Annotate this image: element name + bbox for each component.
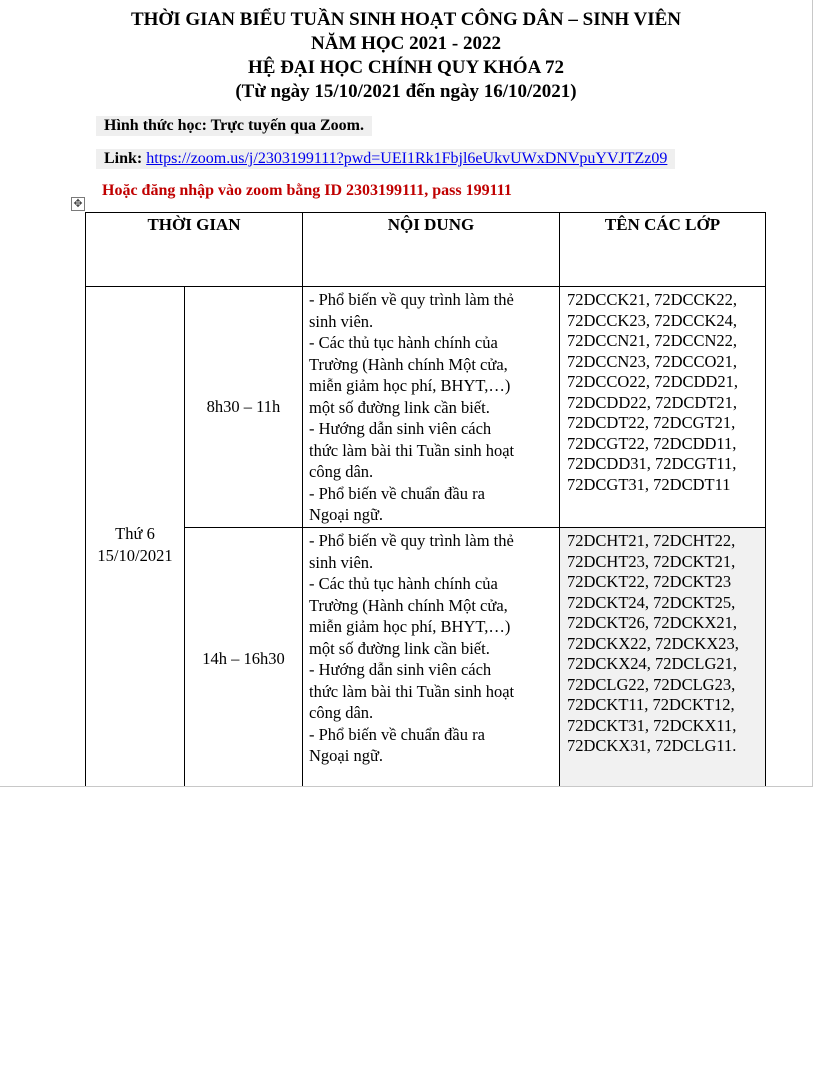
link-label: Link: xyxy=(104,150,143,167)
class-line: 72DCLG22, 72DCLG23, xyxy=(567,674,736,694)
content-line: công dân. xyxy=(309,703,374,722)
content-line: một số đường link cần biết. xyxy=(309,638,490,658)
content-line: - Phổ biến về chuẩn đầu ra xyxy=(309,483,485,503)
content-line: sinh viên. xyxy=(309,552,374,572)
content-line: - Hướng dẫn sinh viên cách xyxy=(309,419,492,438)
class-line: 72DCCN23, 72DCCO21, xyxy=(567,351,738,371)
class-line: 72DCKT22, 72DCKT23 xyxy=(567,572,732,591)
content-line: miễn giảm học phí, BHYT,…) xyxy=(309,376,511,395)
class-line: 72DCCO22, 72DCDD21, xyxy=(567,372,738,391)
class-line: 72DCDT22, 72DCGT21, xyxy=(567,413,736,432)
class-line: 72DCGT22, 72DCDD11, xyxy=(567,433,737,453)
class-line: 72DCKT24, 72DCKT25, xyxy=(567,592,736,612)
zoom-link-line xyxy=(96,149,675,169)
session-time: 14h – 16h30 xyxy=(185,528,303,788)
class-line: 72DCKX22, 72DCKX23, xyxy=(567,633,739,653)
content-line: - Phổ biến về quy trình làm thẻ xyxy=(309,531,514,550)
content-line: thức làm bài thi Tuần sinh hoạt xyxy=(309,681,515,701)
session-content xyxy=(303,528,560,788)
content-line: Ngoại ngữ. xyxy=(309,746,384,765)
content-line: sinh viên. xyxy=(309,311,374,331)
class-line: 72DCHT21, 72DCHT22, xyxy=(567,531,736,550)
zoom-login-note: Hoặc đăng nhập vào zoom bằng ID 2303199111, pass 199111 xyxy=(102,182,512,199)
content-line: Trường (Hành chính Một cửa, xyxy=(309,354,508,374)
session-time: 8h30 – 11h xyxy=(185,287,303,528)
content-line: - Phổ biến về chuẩn đầu ra xyxy=(309,724,485,744)
title-line: THỜI GIAN BIỂU TUẦN SINH HOẠT CÔNG DÂN – SINH VIÊN xyxy=(130,9,682,30)
content-line: Trường (Hành chính Một cửa, xyxy=(309,595,508,615)
session-classes xyxy=(560,528,766,788)
session-classes xyxy=(560,287,766,528)
content-line: - Phổ biến về quy trình làm thẻ xyxy=(309,290,514,309)
table-move-handle-icon[interactable]: ✥ xyxy=(71,197,85,211)
class-line: 72DCCN21, 72DCCN22, xyxy=(567,331,738,350)
content-line: thức làm bài thi Tuần sinh hoạt xyxy=(309,440,515,460)
session-content xyxy=(303,287,560,528)
header-time: THỜI GIAN xyxy=(86,213,303,287)
content-line: Ngoại ngữ. xyxy=(309,505,384,524)
class-line: 72DCHT23, 72DCKT21, xyxy=(567,551,736,571)
header-content: NỘI DUNG xyxy=(303,213,560,287)
content-line: - Hướng dẫn sinh viên cách xyxy=(309,660,492,679)
content-line: - Các thủ tục hành chính của xyxy=(309,333,498,352)
schedule-table xyxy=(85,212,766,787)
class-line: 72DCKX31, 72DCLG11. xyxy=(567,736,737,755)
title-line: (Từ ngày 15/10/2021 đến ngày 16/10/2021) xyxy=(235,81,577,102)
class-line: 72DCCK23, 72DCCK24, xyxy=(567,310,738,330)
day-cell xyxy=(86,287,185,788)
study-format-text: Hình thức học: Trực tuyến qua Zoom. xyxy=(96,116,372,136)
class-line: 72DCKT11, 72DCKT12, xyxy=(567,695,735,714)
content-line: - Các thủ tục hành chính của xyxy=(309,574,498,593)
header-classes: TÊN CÁC LỚP xyxy=(560,213,766,287)
table-row xyxy=(86,528,766,788)
day-name: Thứ 6 xyxy=(115,524,155,543)
title-line: NĂM HỌC 2021 - 2022 xyxy=(311,33,501,54)
content-line: một số đường link cần biết. xyxy=(309,397,490,417)
class-line: 72DCGT31, 72DCDT11 xyxy=(567,474,731,494)
class-line: 72DCDD31, 72DCGT11, xyxy=(567,454,737,473)
table-row xyxy=(86,287,766,528)
day-date: 15/10/2021 xyxy=(97,546,173,565)
class-line: 72DCKT26, 72DCKX21, xyxy=(567,613,738,632)
title-line: HỆ ĐẠI HỌC CHÍNH QUY KHÓA 72 xyxy=(248,57,564,78)
class-line: 72DCCK21, 72DCCK22, xyxy=(567,290,738,309)
class-line: 72DCDD22, 72DCDT21, xyxy=(567,392,738,412)
zoom-link[interactable]: https://zoom.us/j/2303199111?pwd=UEI1Rk1Fbjl6eUkvUWxDNVpuYVJTZz09 xyxy=(146,150,668,167)
content-line: miễn giảm học phí, BHYT,…) xyxy=(309,617,511,636)
table-header-row xyxy=(86,213,766,287)
content-line: công dân. xyxy=(309,462,374,481)
class-line: 72DCKX24, 72DCLG21, xyxy=(567,654,738,673)
class-line: 72DCKT31, 72DCKX11, xyxy=(567,715,737,735)
document-title xyxy=(0,8,812,104)
